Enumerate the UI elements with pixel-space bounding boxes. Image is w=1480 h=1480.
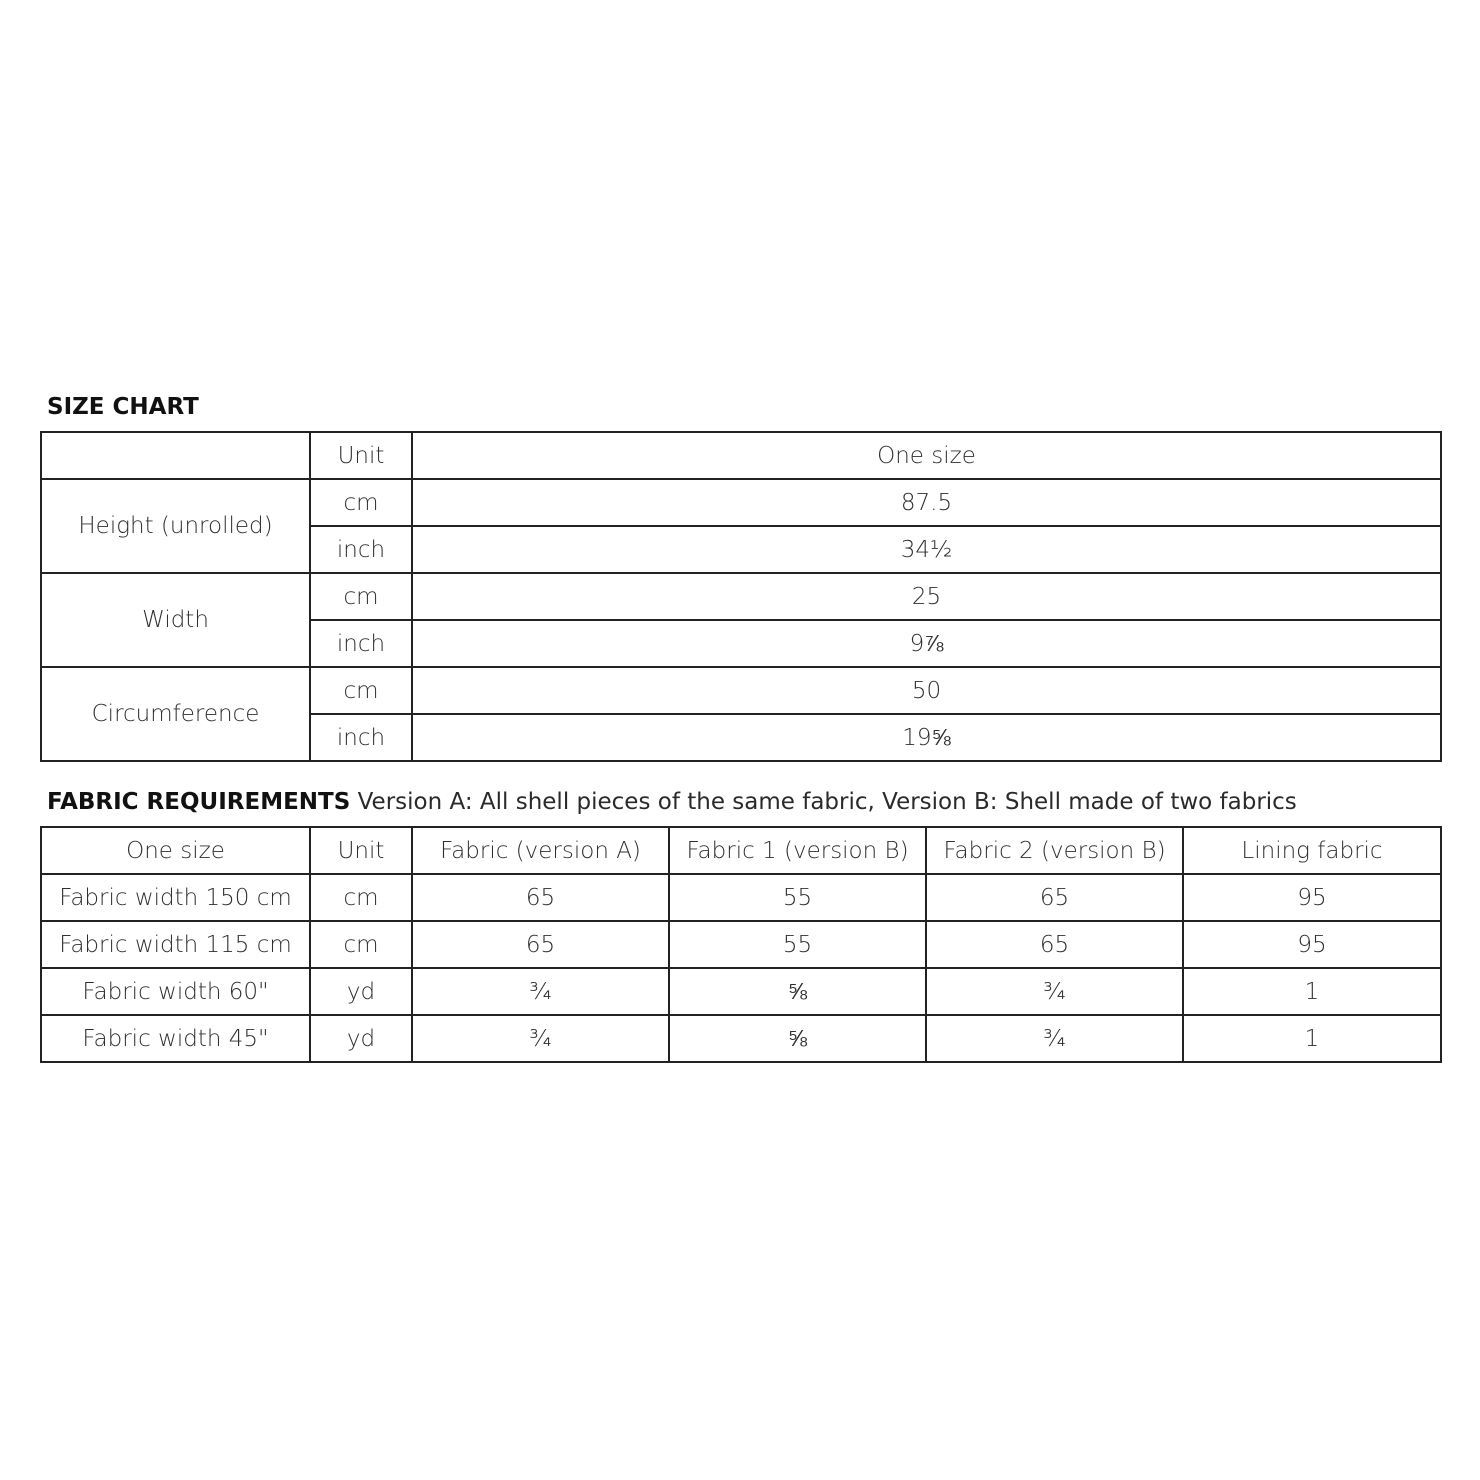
row-label-width: Width: [41, 573, 310, 667]
value-cell: 19⅝: [412, 714, 1441, 761]
value-cell: 95: [1183, 921, 1441, 968]
unit-cell: inch: [310, 714, 412, 761]
fabric-header-row: [41, 827, 1441, 874]
size-chart-table: [40, 431, 1442, 762]
row-label: Fabric width 45": [41, 1015, 310, 1062]
value-cell: 87.5: [412, 479, 1441, 526]
fabric-requirements-description: Version A: All shell pieces of the same fabric, Version B: Shell made of two fabrics: [357, 789, 1297, 815]
value-cell: 65: [412, 921, 669, 968]
table-row: [41, 479, 1441, 526]
row-label: Fabric width 60": [41, 968, 310, 1015]
value-cell: 1: [1183, 968, 1441, 1015]
header-cell: Fabric 2 (version B): [926, 827, 1183, 874]
value-cell: 55: [669, 921, 926, 968]
table-row: [41, 573, 1441, 620]
value-cell: 34½: [412, 526, 1441, 573]
value-cell: 65: [926, 874, 1183, 921]
header-cell-unit: Unit: [310, 432, 412, 479]
value-cell: 50: [412, 667, 1441, 714]
value-cell: 65: [926, 921, 1183, 968]
size-chart-header-row: [41, 432, 1441, 479]
unit-cell: cm: [310, 921, 412, 968]
table-row: [41, 921, 1441, 968]
fabric-requirements-title-text: FABRIC REQUIREMENTS: [47, 789, 351, 815]
header-cell: Unit: [310, 827, 412, 874]
unit-cell: yd: [310, 968, 412, 1015]
value-cell: 9⅞: [412, 620, 1441, 667]
unit-cell: cm: [310, 874, 412, 921]
row-label: Fabric width 115 cm: [41, 921, 310, 968]
unit-cell: inch: [310, 526, 412, 573]
value-cell: 65: [412, 874, 669, 921]
fabric-requirements-table: [40, 826, 1442, 1063]
value-cell: 25: [412, 573, 1441, 620]
table-row: [41, 968, 1441, 1015]
header-cell: Fabric 1 (version B): [669, 827, 926, 874]
unit-cell: cm: [310, 573, 412, 620]
table-row: [41, 1015, 1441, 1062]
unit-cell: cm: [310, 479, 412, 526]
value-cell: ¾: [926, 968, 1183, 1015]
row-label-circumference: Circumference: [41, 667, 310, 761]
header-cell-one-size: One size: [412, 432, 1441, 479]
unit-cell: yd: [310, 1015, 412, 1062]
size-chart-title-text: SIZE CHART: [47, 394, 199, 420]
table-row: [41, 667, 1441, 714]
table-row: [41, 874, 1441, 921]
header-cell: Lining fabric: [1183, 827, 1441, 874]
size-chart-title: [47, 393, 199, 421]
value-cell: ¾: [412, 1015, 669, 1062]
unit-cell: cm: [310, 667, 412, 714]
fabric-requirements-title: [47, 788, 1297, 816]
row-label-height: Height (unrolled): [41, 479, 310, 573]
value-cell: 55: [669, 874, 926, 921]
header-cell: Fabric (version A): [412, 827, 669, 874]
value-cell: 95: [1183, 874, 1441, 921]
value-cell: ⅝: [669, 968, 926, 1015]
value-cell: ⅝: [669, 1015, 926, 1062]
header-cell: One size: [41, 827, 310, 874]
value-cell: ¾: [926, 1015, 1183, 1062]
header-cell-empty: [41, 432, 310, 479]
unit-cell: inch: [310, 620, 412, 667]
value-cell: 1: [1183, 1015, 1441, 1062]
row-label: Fabric width 150 cm: [41, 874, 310, 921]
value-cell: ¾: [412, 968, 669, 1015]
